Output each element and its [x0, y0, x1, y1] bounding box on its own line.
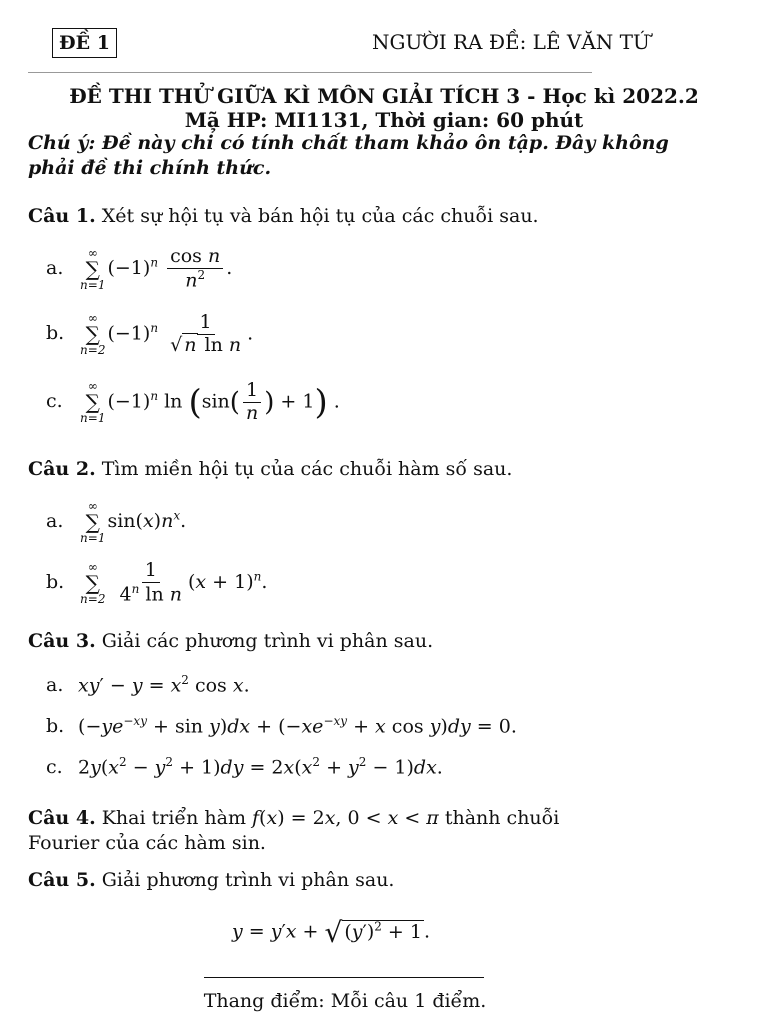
question-5-text: Giải phương trình vi phân sau. — [95, 869, 395, 891]
q3-item-c: c. $2y(x^2 - y^2 + 1)dy = 2x(x^2 + y^2 - 1)dx$. — [46, 755, 443, 779]
q1-item-c: c. ∞ ∑ n=1 $(-1)^n$ ln (sin( $\frac{1}{n}$ ) + 1) . — [46, 379, 340, 426]
question-4-label: Câu 4. — [28, 807, 96, 829]
author-line: NGƯỜI RA ĐỀ: LÊ VĂN TỨ — [372, 30, 650, 54]
header-divider — [28, 72, 592, 73]
q3-item-a: a. $xy' - y = x^2$ cos x. — [46, 673, 250, 697]
question-3-text: Giải các phương trình vi phân sau. — [95, 630, 434, 652]
footer-divider — [204, 977, 484, 978]
question-2 — [28, 458, 512, 480]
sum-symbol: ∞ ∑ n=1 — [80, 379, 106, 426]
question-4-text-a: Khai triển hàm — [95, 807, 252, 829]
course-info: Mã HP: MI1131, Thời gian: 60 phút — [184, 108, 584, 132]
question-1-label: Câu 1. — [28, 205, 96, 227]
note-line-2: phải đề thi chính thức. — [28, 157, 272, 179]
fraction: $\frac{1}{n}$ — [243, 380, 261, 425]
q1-item-a: a. ∞ ∑ n=1 $(-1)^n$ $\frac{\text{cos n}}{n^2}$ . — [46, 245, 233, 292]
scoring-note: Thang điểm: Mỗi câu 1 điểm. — [203, 990, 487, 1012]
q3-item-a-label: a. — [46, 674, 64, 697]
note-line-1: Chú ý: Đề này chỉ có tính chất tham khảo ôn tập. Đây không — [28, 132, 669, 154]
exam-title: ĐỀ THI THỬ GIỮA KÌ MÔN GIẢI TÍCH 3 - Học kì 2022.2 — [69, 84, 699, 108]
question-4: Câu 4. Khai triển hàm f(x) = 2x, 0 < x < π thành chuỗi — [28, 807, 560, 829]
question-1 — [28, 205, 539, 227]
fraction: $\frac{1}{\text{√ n ln n}}$ — [170, 311, 242, 356]
question-2-text: Tìm miền hội tụ của các chuỗi hàm số sau. — [95, 458, 513, 480]
sum-symbol: ∞ ∑ n=2 — [80, 560, 106, 606]
question-3-label: Câu 3. — [28, 630, 96, 652]
question-4-text-b: thành chuỗi — [438, 807, 560, 829]
sum-symbol: ∞ ∑ n=1 — [80, 499, 106, 545]
q5-equation: y = y′x + √ $(y')^2 + 1$ . — [232, 916, 431, 949]
q3-item-c-label: c. — [46, 756, 63, 779]
exam-code-box: ĐỀ 1 — [52, 28, 117, 58]
q2-item-b-label: b. — [46, 571, 65, 593]
question-3 — [28, 630, 433, 652]
q1-item-c-label: c. — [46, 390, 63, 413]
q3-item-b-label: b. — [46, 715, 65, 738]
q2-item-b: b. ∞ ∑ n=2 $\frac{1}{4^n \ln n}$ $(x + 1)^n$. — [46, 559, 268, 606]
question-4-line-2: Fourier của các hàm sin. — [28, 832, 266, 854]
q1-item-b-label: b. — [46, 322, 65, 345]
question-5-label: Câu 5. — [28, 869, 96, 891]
fraction: $\frac{\text{cos n}}{n^2}$ — [167, 246, 223, 292]
q2-item-a-label: a. — [46, 510, 64, 532]
question-1-text: Xét sự hội tụ và bán hội tụ của các chuỗi sau. — [95, 205, 539, 227]
q2-item-a: a. ∞ ∑ n=1 $\sin(x)n^x$. — [46, 499, 187, 545]
fraction: $\frac{1}{4^n \ln n}$ — [119, 559, 182, 606]
question-5 — [28, 869, 394, 891]
sum-symbol: ∞ ∑ n=1 — [80, 246, 106, 292]
q1-item-a-label: a. — [46, 257, 64, 279]
sum-symbol: ∞ ∑ n=2 — [80, 311, 106, 358]
question-2-label: Câu 2. — [28, 458, 96, 480]
q3-item-b: b. $(-ye^{-xy} + \sin y)dx + (-xe^{-xy} + x$ cos y)dy = 0. — [46, 714, 517, 738]
q1-item-b: b. ∞ ∑ n=2 $(-1)^n$ $\frac{1}{\text{√ n ln n}}$ . — [46, 311, 254, 358]
